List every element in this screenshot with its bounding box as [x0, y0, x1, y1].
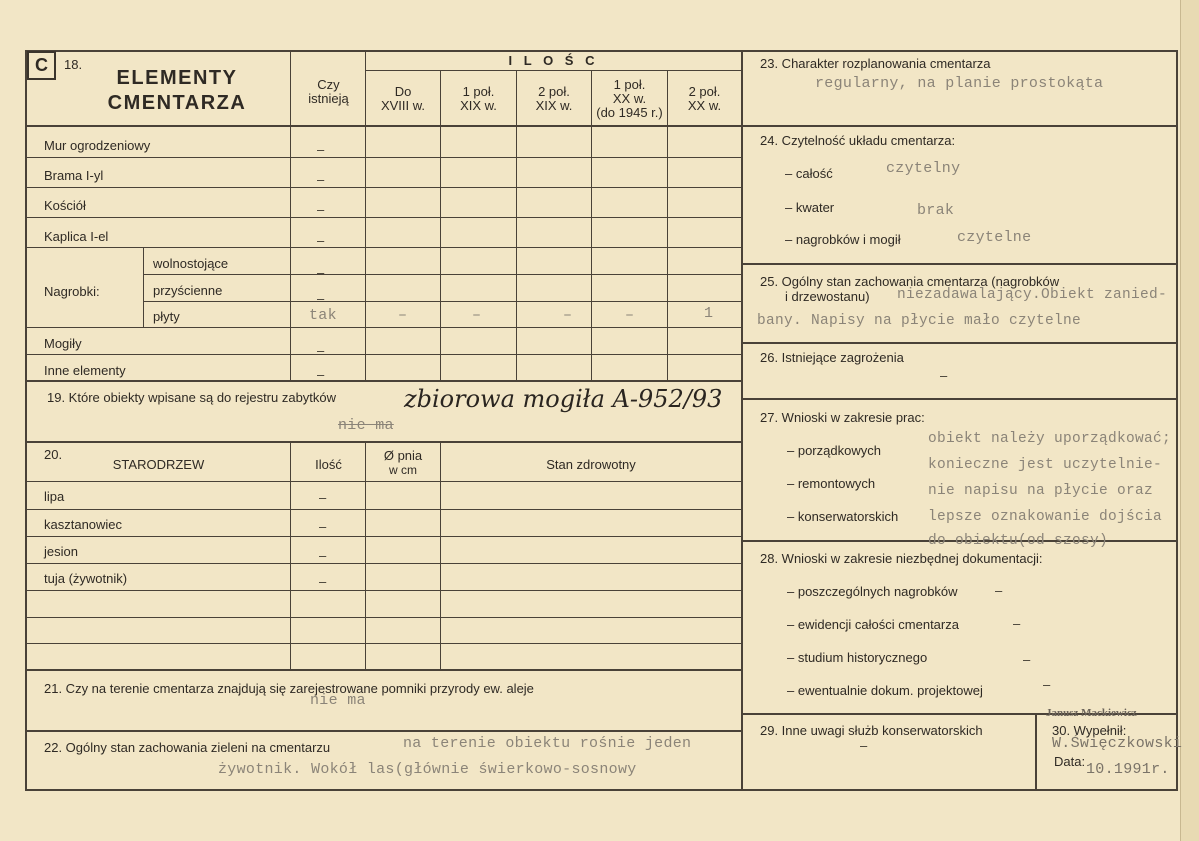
sec28-dash: – — [1043, 677, 1051, 692]
sec27-typed: nie napisu na płycie oraz — [928, 483, 1154, 499]
exists-dash: – — [317, 202, 325, 217]
sec24-item: – nagrobków i mogił — [785, 232, 901, 247]
sec28-item: – ewidencji całości cmentarza — [787, 617, 959, 632]
sec20-col-stan: Stan zdrowotny — [546, 457, 636, 472]
sec23-typed: regularny, na planie prostokąta — [815, 75, 1104, 92]
row-nagrobki: Nagrobki: — [44, 284, 100, 299]
period-header-2a: 1 poł. — [462, 84, 495, 99]
sec28-dash: – — [1023, 652, 1031, 667]
row-line — [27, 327, 741, 328]
sec23-label: 23. Charakter rozplanowania cmentarza — [760, 56, 991, 71]
signature-stamp: Janusz Mackiewicz — [1046, 707, 1137, 719]
exists-dash: – — [317, 233, 325, 248]
plyty-exists-value: tak — [309, 307, 337, 324]
exists-dash: – — [317, 343, 325, 358]
row-kaplica: Kaplica I-el — [44, 229, 109, 244]
sec20-col-ilosc: Ilość — [315, 457, 342, 472]
sec27-item: – remontowych — [787, 476, 876, 491]
row-mogily: Mogiły — [44, 336, 82, 351]
row-line — [743, 125, 1176, 127]
col-exists-line1: Czy — [317, 77, 340, 92]
row-line — [27, 509, 741, 510]
sec21-typed: nie ma — [310, 692, 366, 709]
exists-dash: – — [317, 265, 325, 280]
tree-row: kasztanowiec — [44, 517, 123, 532]
sec27-typed: lepsze oznakowanie dojścia — [928, 509, 1163, 525]
row-line — [27, 563, 741, 564]
exists-dash: – — [317, 142, 325, 157]
sec20-col-pnia: Ø pnia — [383, 448, 423, 463]
exists-dash: – — [317, 172, 325, 187]
tree-count-dash: – — [319, 574, 327, 589]
card-edge — [1180, 0, 1199, 841]
row-line — [27, 125, 741, 127]
period-header-3a: 2 poł. — [538, 84, 570, 99]
row-line — [27, 730, 741, 732]
sec24-label: 24. Czytelność układu cmentarza: — [760, 133, 956, 148]
sec20-number: 20. — [44, 447, 63, 462]
sec27-typed: obiekt należy uporządkować; — [928, 431, 1172, 447]
sec29-label: 29. Inne uwagi służb konserwatorskich — [760, 723, 983, 738]
sec25-label-line2: i drzewostanu) — [785, 289, 870, 304]
sec21-label: 21. Czy na terenie cmentarza znajdują się zarejestrowane pomniki przyrody ew. aleje — [44, 681, 534, 696]
period-header-4c: (do 1945 r.) — [596, 105, 663, 120]
sec27-typed: konieczne jest uczytelnie- — [928, 457, 1163, 473]
sec19-handwritten: zbiorowa mogiła A-952/93 — [404, 385, 723, 413]
sec18-number: 18. — [64, 57, 83, 72]
tree-row: lipa — [44, 489, 65, 504]
sec28-dash: – — [995, 583, 1003, 598]
row-line — [27, 354, 741, 355]
row-line — [27, 187, 741, 188]
sec30-label: 30. Wypełnił: — [1052, 723, 1127, 738]
col-line — [1035, 715, 1037, 791]
border-left — [25, 50, 27, 791]
row-plyty: płyty — [153, 309, 180, 324]
sec30-date: 10.1991r. — [1086, 761, 1170, 778]
sec18-title-line1: ELEMENTY — [116, 67, 238, 89]
section-c-box: C — [27, 51, 56, 80]
exists-dash: – — [317, 367, 325, 382]
row-line — [743, 398, 1176, 400]
sec25-typed-line1: niezadawalający.Obiekt zanied- — [897, 287, 1168, 303]
period-header-2b: XIX w. — [460, 98, 497, 113]
row-inne: Inne elementy — [44, 363, 126, 378]
row-brama: Brama I-yl — [44, 168, 104, 183]
period-header-1b: XVIII w. — [380, 98, 426, 113]
col-line — [440, 443, 441, 669]
sec27-label: 27. Wnioski w zakresie prac: — [760, 410, 925, 425]
sec24-value: czytelne — [957, 229, 1032, 246]
row-line — [743, 263, 1176, 265]
col-line — [516, 70, 517, 380]
row-mur: Mur ogrodzeniowy — [44, 138, 151, 153]
sec30-name: W.Święczkowski — [1052, 735, 1183, 752]
period-header-1a: Do — [394, 84, 412, 99]
tree-count-dash: – — [319, 519, 327, 534]
sec24-value: czytelny — [886, 160, 961, 177]
row-kosciol: Kościół — [44, 198, 86, 213]
period-header-4a: 1 poł. — [613, 77, 646, 92]
sec27-typed: do obiektu(od szosy) — [928, 533, 1109, 549]
border-right — [1176, 50, 1178, 791]
col-line — [290, 52, 291, 380]
row-line — [366, 70, 741, 71]
row-line — [27, 669, 741, 671]
sec28-item: – poszczególnych nagrobków — [787, 584, 958, 599]
row-line — [27, 481, 741, 482]
row-line — [27, 157, 741, 158]
col-line — [143, 247, 144, 327]
row-line — [27, 217, 741, 218]
row-line — [743, 342, 1176, 344]
sec27-item: – porządkowych — [787, 443, 881, 458]
sec30-date-label: Data: — [1054, 754, 1086, 769]
col-line — [667, 70, 668, 380]
tree-count-dash: – — [319, 548, 327, 563]
exists-dash: – — [317, 291, 325, 306]
sec20-col-pnia-unit: w cm — [389, 463, 417, 477]
col-line — [440, 70, 441, 380]
plyty-period-4: – — [625, 307, 635, 324]
plyty-period-2: – — [472, 307, 482, 324]
sec24-value: brak — [917, 202, 955, 219]
row-line — [27, 247, 741, 248]
sec18-title-line2: CMENTARZA — [107, 92, 247, 114]
plyty-period-1: – — [398, 307, 408, 324]
plyty-period-5: 1 — [704, 305, 714, 322]
sec24-item: – kwater — [785, 200, 835, 215]
sec22-label: 22. Ogólny stan zachowania zieleni na cmentarzu — [44, 740, 331, 755]
period-header-5a: 2 poł. — [688, 84, 721, 99]
sec28-dash: – — [1013, 616, 1021, 631]
sec27-item: – konserwatorskich — [787, 509, 899, 524]
col-exists-line2: istnieją — [308, 91, 349, 106]
row-line — [27, 590, 741, 591]
sec28-item: – studium historycznego — [787, 650, 928, 665]
row-line — [27, 643, 741, 644]
sec22-typed-line2: żywotnik. Wokół las(głównie świerkowo-sosnowy — [218, 761, 637, 778]
border-bottom — [25, 789, 1178, 791]
sec28-label: 28. Wnioski w zakresie niezbędnej dokumentacji: — [760, 551, 1043, 566]
sec29-dash: – — [860, 738, 868, 753]
row-wolnostojace: wolnostojące — [153, 256, 229, 271]
ilosc-header: I L O Ś C — [508, 53, 599, 68]
border-top — [25, 50, 1178, 52]
period-header-4b: XX w. — [612, 91, 647, 106]
sec19-typed: nie ma — [338, 417, 394, 434]
plyty-period-3: – — [563, 307, 573, 324]
tree-count-dash: – — [319, 490, 327, 505]
sec20-title: STARODRZEW — [112, 457, 205, 472]
row-line — [27, 617, 741, 618]
sec26-dash: – — [940, 368, 948, 383]
period-header-3b: XIX w. — [535, 98, 573, 113]
divider-middle — [741, 50, 743, 791]
sec22-typed-line1: na terenie obiektu rośnie jeden — [403, 735, 692, 752]
sec24-item: – całość — [785, 166, 833, 181]
row-przyscienne: przyścienne — [153, 283, 223, 298]
sec26-label: 26. Istniejące zagrożenia — [760, 350, 904, 365]
row-line — [143, 301, 741, 302]
row-line — [27, 536, 741, 537]
period-header-5b: XX w. — [687, 98, 722, 113]
sec25-typed-line2: bany. Napisy na płycie mało czytelne — [757, 313, 1082, 329]
row-line — [143, 274, 741, 275]
sec28-item: – ewentualnie dokum. projektowej — [787, 683, 983, 698]
row-line — [27, 441, 741, 443]
col-line — [290, 443, 291, 669]
row-line — [27, 380, 741, 382]
sec19-label: 19. Które obiekty wpisane są do rejestru zabytków — [47, 390, 337, 405]
sec25-label-line1: 25. Ogólny stan zachowania cmentarza (nagrobków — [760, 274, 1060, 289]
tree-row: jesion — [44, 544, 78, 559]
tree-row: tuja (żywotnik) — [44, 571, 128, 586]
